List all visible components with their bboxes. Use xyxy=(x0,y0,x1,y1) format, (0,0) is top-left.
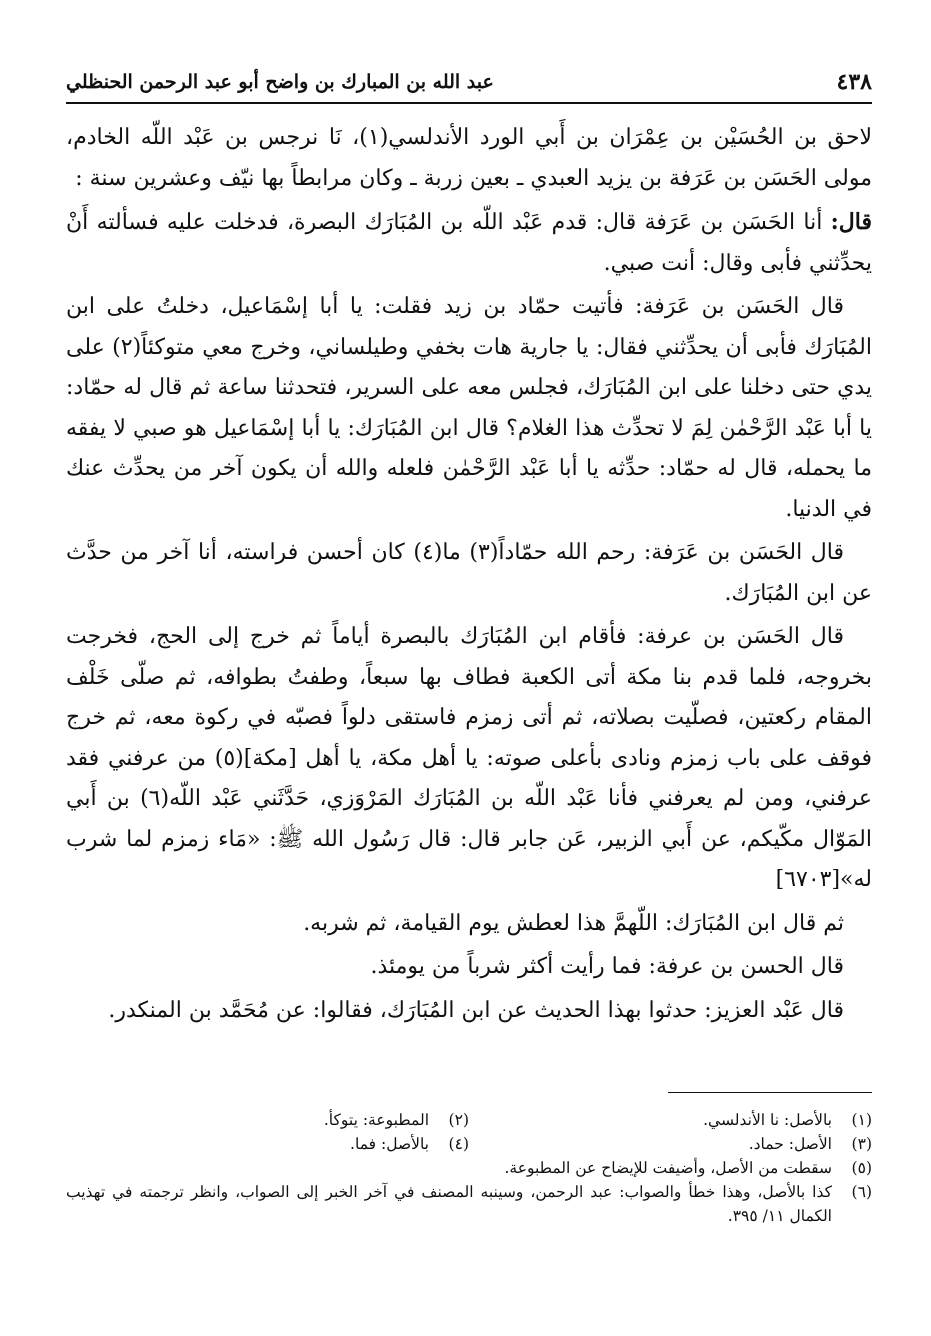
page-number: ٤٣٨ xyxy=(836,69,872,95)
footnote-number: (٢) xyxy=(448,1111,469,1129)
footnote-text: المطبوعة: يتوكأ. xyxy=(323,1111,429,1129)
footnote-text: سقطت من الأصل، وأضيفت للإيضاح عن المطبوعة. xyxy=(504,1159,832,1177)
footnote-1 xyxy=(469,1108,872,1132)
footnote-5 xyxy=(66,1156,872,1180)
footnote-number: (٦) xyxy=(851,1183,872,1201)
paragraph-3 xyxy=(66,287,872,530)
footnote-text: الأصل: حماد. xyxy=(748,1135,832,1153)
footnote-divider xyxy=(668,1092,872,1093)
main-text xyxy=(66,118,872,1034)
footnote-row xyxy=(66,1108,872,1132)
footnote-number: (٥) xyxy=(851,1159,872,1177)
paragraph-lead: قال: xyxy=(830,209,872,235)
paragraph-text: قال الحسن بن عرفة: فما رأيت أكثر شرباً من يومئذ. xyxy=(370,954,844,979)
footnote-2 xyxy=(66,1108,469,1132)
footnote-number: (٤) xyxy=(448,1135,469,1153)
paragraph-text: ثم قال ابن المُبَارَك: اللّهمَّ هذا لعطش يوم القيامة، ثم شربه. xyxy=(303,910,844,936)
footnote-text: بالأصل: نا الأندلسي. xyxy=(703,1111,832,1129)
paragraph-text: قال عَبْد العزيز: حدثوا بهذا الحديث عن ابن المُبَارَك، فقالوا: عن مُحَمَّد بن المنكدر. xyxy=(108,997,844,1023)
paragraph-6 xyxy=(66,904,872,945)
paragraph-5 xyxy=(66,617,872,901)
paragraph-4 xyxy=(66,533,872,614)
footnote-3 xyxy=(469,1132,872,1156)
footnote-number: (١) xyxy=(851,1111,872,1129)
paragraph-2 xyxy=(66,202,872,284)
footnote-6 xyxy=(66,1180,872,1228)
paragraph-7 xyxy=(66,947,872,988)
footnote-text: بالأصل: فما. xyxy=(350,1135,429,1153)
footnote-row xyxy=(66,1132,872,1156)
page-header xyxy=(66,62,872,102)
paragraph-text: لاحق بن الحُسَيْن بن عِمْرَان بن أَبي الورد الأندلسي(١)، نَا نرجس بن عَبْد اللّه الخادم، مولى الحَسَن بن عَرَفة بن يزيد العبدي ـ بعين زربة ـ وكان مرابطاً بها نيّف وعشرين سنة : xyxy=(66,125,872,191)
footnote-4 xyxy=(66,1132,469,1156)
paragraph-text: أنا الحَسَن بن عَرَفة قال: قدم عَبْد اللّه بن المُبَارَك البصرة، فدخلت عليه فسألته أَنْ يحدِّثني فأبى وقال: أنت صبي. xyxy=(66,210,872,276)
paragraph-text: قال الحَسَن بن عَرَفة: فأتيت حمّاد بن زيد فقلت: يا أبا إسْمَاعيل، دخلتُ على ابن المُبَارَك فأبى أن يحدِّثني فقال: يا جارية هات بخفي وطيلساني، وخرج معي متوكئاً(٢) على يدي حتى دخلنا على ابن المُبَارَك، فجلس معه على السرير، فتحدثنا ساعة ثم قال له حمّاد: يا أبا عَبْد الرَّحْمٰن لِمَ لا تحدِّث هذا الغلام؟ قال ابن المُبَارَك: يا أبا إسْمَاعيل هو صبي لا يفقه ما يحمله، قال له حمّاد: حدِّثه يا أبا عَبْد الرَّحْمٰن فلعله والله أن يكون آخر من يحدِّث عنك في الدنيا. xyxy=(66,294,872,522)
footnotes xyxy=(66,1108,872,1228)
footnote-text: كذا بالأصل، وهذا خطأ والصواب: عبد الرحمن، وسينبه المصنف في آخر الخبر إلى الصواب، وانظر ترجمته في تهذيب الكمال ١١/ ٣٩٥. xyxy=(66,1183,832,1225)
paragraph-text: قال الحَسَن بن عرفة: فأقام ابن المُبَارَك بالبصرة أياماً ثم خرج إلى الحج، فخرجت بخروجه، فلما قدم بنا مكة أتى الكعبة فطاف بها سبعاً، وطفتُ بطوافه، ثم صلّى خَلْف المقام ركعتين، فصلّيت بصلاته، ثم أتى زمزم فاستقى دلواً فصبّه في ركوة معه، ثم خرج فوقف على باب زمزم ونادى بأعلى صوته: يا أهل مكة، يا أهل [مكة](٥) من عرفني فقد عرفني، ومن لم يعرفني فأنا عَبْد اللّه بن المُبَارَك المَرْوَزي، حَدَّثَني عَبْد اللّه(٦) بن أَبي المَوّال مكّيكم، عن أَبي الزبير، عَن جابر قال: قال رَسُول الله ﷺ: «مَاء زمزم لما شرب له»[٦٧٠٣] xyxy=(66,624,873,892)
running-title: عبد الله بن المبارك بن واضح أبو عبد الرحمن الحنظلي xyxy=(66,71,494,93)
header-divider xyxy=(66,102,872,104)
paragraph-8 xyxy=(66,991,872,1032)
paragraph-text: قال الحَسَن بن عَرَفة: رحم الله حمّاداً(٣) ما(٤) كان أحسن فراسته، أنا آخر من حدَّث عن ابن المُبَارَك. xyxy=(66,540,872,606)
paragraph-1 xyxy=(66,118,872,199)
footnote-number: (٣) xyxy=(851,1135,872,1153)
